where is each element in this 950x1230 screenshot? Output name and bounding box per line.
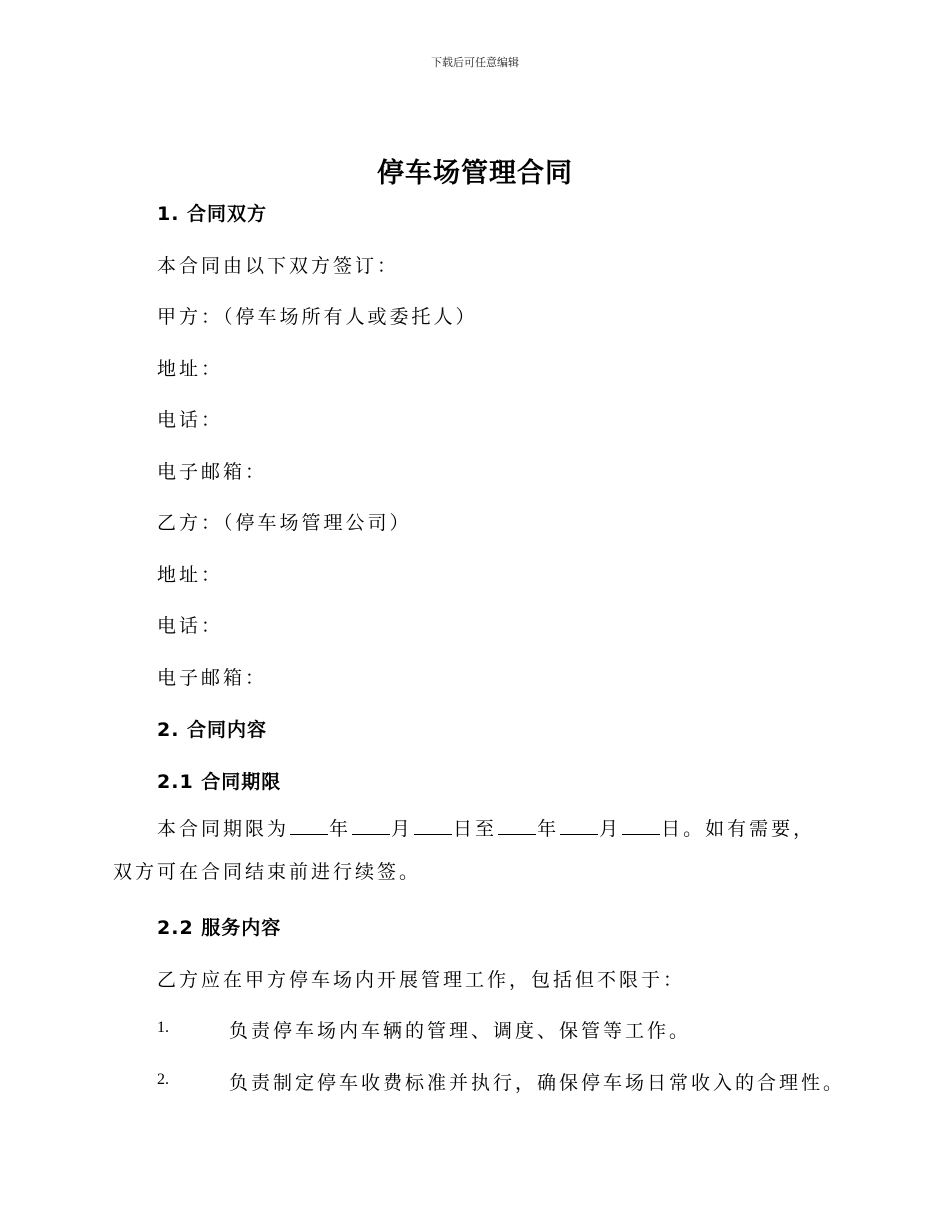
term-month-2: 月 xyxy=(599,818,622,840)
party-a-line: 甲方：（停车场所有人或委托人） xyxy=(157,306,478,328)
blank-line xyxy=(498,815,536,835)
blank-line xyxy=(622,815,660,835)
list-item-1-text: 负责停车场内车辆的管理、调度、保管等工作。 xyxy=(229,1020,692,1042)
service-intro: 乙方应在甲方停车场内开展管理工作，包括但不限于： xyxy=(157,969,686,991)
party-b-address: 地址： xyxy=(157,564,224,586)
term-paragraph xyxy=(113,808,833,894)
section-1-heading: 1. 合同双方 xyxy=(157,203,268,225)
list-item-2-text: 负责制定停车收费标准并执行，确保停车场日常收入的合理性。 xyxy=(229,1072,846,1094)
term-day-1: 日至 xyxy=(453,818,498,840)
blank-line xyxy=(290,815,328,835)
party-b-email: 电子邮箱： xyxy=(157,667,268,689)
term-prefix: 本合同期限为 xyxy=(157,818,290,840)
blank-line xyxy=(414,815,452,835)
term-year-2: 年 xyxy=(537,818,560,840)
party-a-phone: 电话： xyxy=(157,409,224,431)
term-day-2-and-renewal: 日。如有需要，双方可在合同结束前进行续签。 xyxy=(113,818,816,883)
section-2-2-heading: 2.2 服务内容 xyxy=(157,917,282,939)
blank-line xyxy=(352,815,390,835)
party-b-phone: 电话： xyxy=(157,615,224,637)
blank-line xyxy=(560,815,598,835)
document-title: 停车场管理合同 xyxy=(377,158,573,189)
list-item-2-number: 2. xyxy=(157,1071,169,1088)
section-2-heading: 2. 合同内容 xyxy=(157,719,268,741)
intro-line: 本合同由以下双方签订： xyxy=(157,255,400,277)
header-note: 下载后可任意编辑 xyxy=(431,56,519,69)
party-a-email: 电子邮箱： xyxy=(157,461,268,483)
term-month-1: 月 xyxy=(391,818,414,840)
term-year-1: 年 xyxy=(329,818,352,840)
party-a-address: 地址： xyxy=(157,358,224,380)
list-item-1-number: 1. xyxy=(157,1019,169,1036)
party-b-line: 乙方：（停车场管理公司） xyxy=(157,512,412,534)
section-2-1-heading: 2.1 合同期限 xyxy=(157,771,282,793)
